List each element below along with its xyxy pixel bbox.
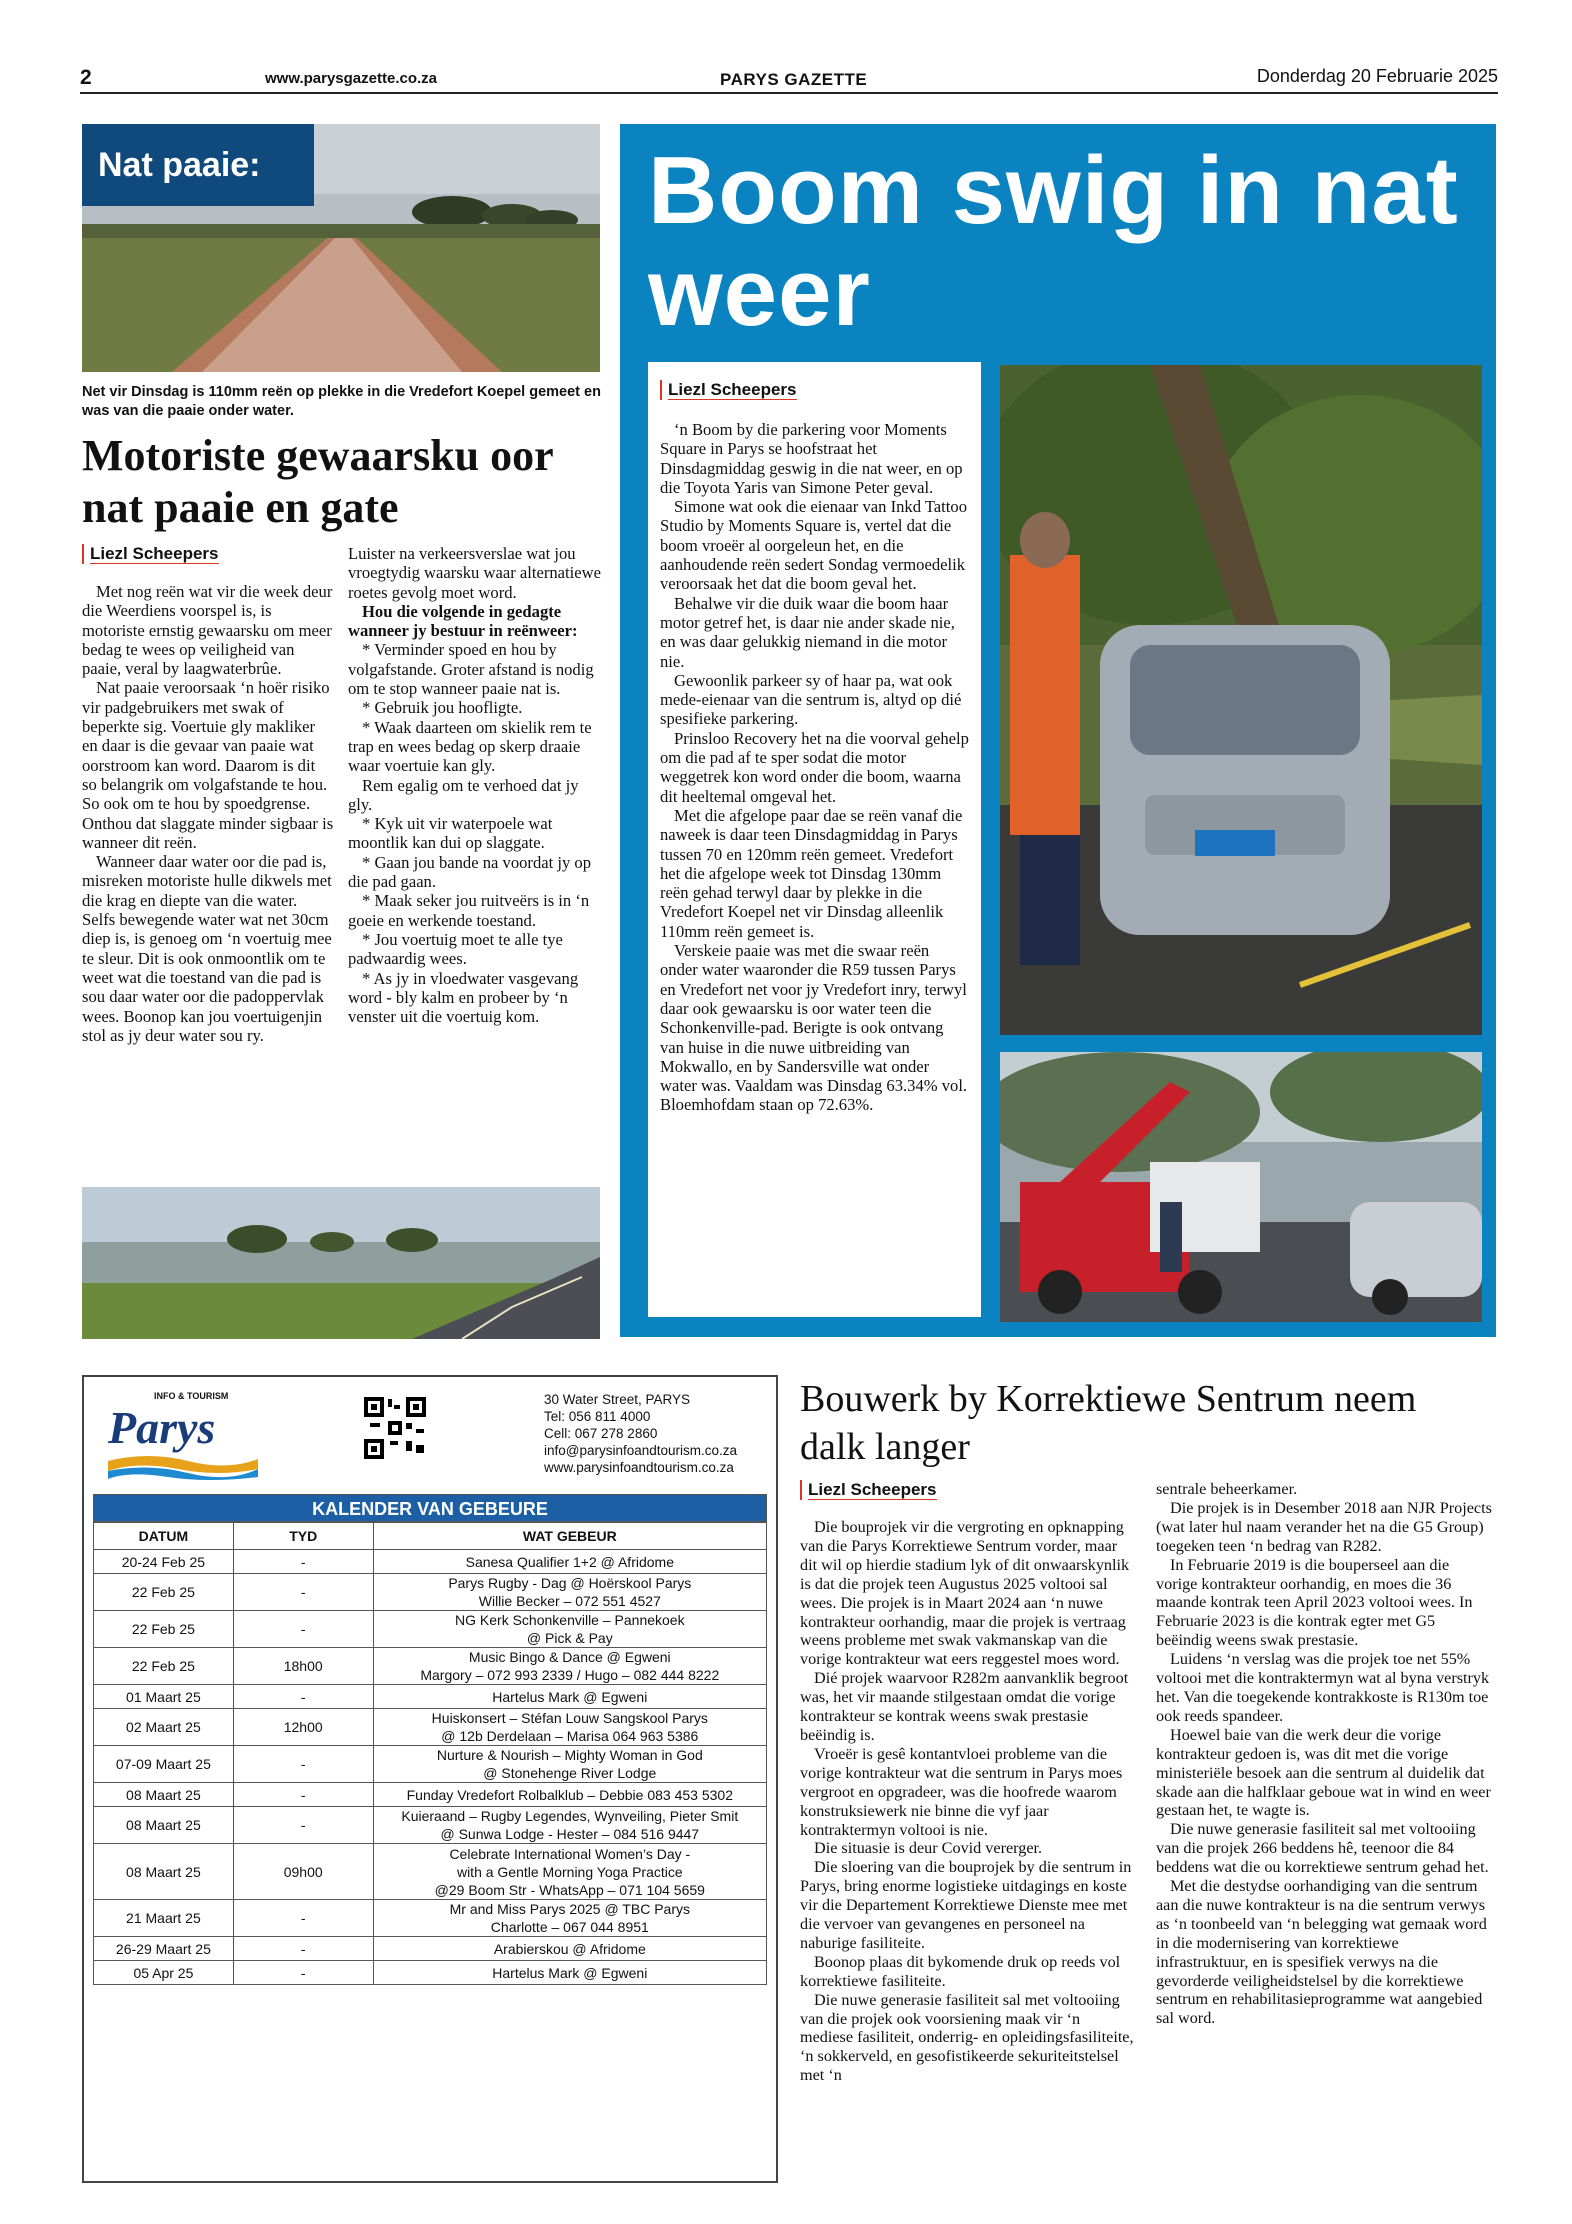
- event-line: Nurture & Nourish – Mighty Woman in God: [436, 1747, 703, 1763]
- cell-time: -: [233, 1611, 373, 1648]
- cell-event: [373, 1611, 766, 1648]
- logo-waves-icon: [108, 1451, 258, 1481]
- event-line: with a Gentle Morning Yoga Practice: [456, 1863, 683, 1880]
- event-line: Mr and Miss Parys 2025 @ TBC Parys: [449, 1901, 690, 1917]
- paragraph: Luidens ‘n verslag was die projek toe net 55% voltooi met die kontraktermyn wat al byna verstryk het. Van die toegekende kontrakkoste is R130m toe ook reeds spandeer.: [1156, 1650, 1490, 1725]
- paragraph: sentrale beheerkamer.: [1156, 1480, 1298, 1498]
- event-line: Willie Becker – 072 551 4527: [478, 1593, 661, 1609]
- table-row: [94, 1807, 767, 1844]
- feature-column: [660, 420, 970, 1115]
- paragraph: Gewoonlik parkeer sy of haar pa, wat ook mede-eienaar van die sentrum is, altyd op dié spesifieke parkering.: [660, 670, 962, 729]
- cell-time: -: [233, 1900, 373, 1937]
- feature-byline: [660, 380, 797, 400]
- cell-date: 02 Maart 25: [94, 1709, 234, 1746]
- column-header-date: DATUM: [94, 1523, 234, 1550]
- event-line: Kuieraand – Rugby Legendes, Wynveiling, Pieter Smit: [401, 1808, 739, 1824]
- cell-time: 18h00: [233, 1648, 373, 1685]
- paragraph: Nat paaie veroorsaak ‘n hoër risiko vir padgebruikers met swak of beperkte sig. Voertuie gly makliker en daar is die gevaar van paaie wat oorstroom kan word. Daarom is dit so belangrik om volgafstande te hou. So ook om te hou by spoedgrense. Onthou dat slaggate minder sigbaar is wanneer dit reën.: [82, 678, 334, 852]
- cell-date: 22 Feb 25: [94, 1611, 234, 1648]
- cell-event: [373, 1844, 766, 1900]
- event-line: Funday Vredefort Rolbalklub – Debbie 083 453 5302: [406, 1786, 733, 1803]
- events-calendar: [82, 1375, 778, 2183]
- table-row: [94, 1709, 767, 1746]
- event-line: Hartelus Mark @ Egweni: [492, 1964, 648, 1981]
- table-row: [94, 1574, 767, 1611]
- event-line: @ 12b Derdelaan – Marisa 064 963 5386: [441, 1728, 699, 1744]
- paragraph: Verskeie paaie was met die swaar reën onder water waaronder die R59 tussen Parys en Vredefort net voor jy Vredefort inry, terwyl daar ook gewaarsku is oor water teen die Schonkenville-pad. Berigte is ook ontvang van huise in die nuwe uitbreiding van Mokwallo, en by Sandersville wat onder water was. Vaaldam was Dinsdag 63.34% vol. Bloemhofdam staan op 72.63%.: [660, 941, 968, 1115]
- story3-column-2: [1156, 1480, 1492, 2028]
- paragraph: Die situasie is deur Covid vererger.: [814, 1839, 1043, 1858]
- logo-subtitle: INFO & TOURISM: [154, 1391, 229, 1401]
- tip: * Maak seker jou ruitveërs is in ‘n goeie en werkende toestand.: [348, 891, 590, 930]
- cell-date: 08 Maart 25: [94, 1807, 234, 1844]
- story-column-2: [348, 544, 602, 1026]
- cell-event: [373, 1783, 766, 1807]
- tip: * Waak daarteen om skielik rem te trap en wees bedag op skerp draaie waar voertuie kan gly.: [348, 717, 592, 776]
- cell-event: [373, 1574, 766, 1611]
- tip: Rem egalig om te verhoed dat jy gly.: [348, 775, 579, 814]
- cell-time: -: [233, 1574, 373, 1611]
- tip: * Gebruik jou hoofligte.: [362, 698, 523, 718]
- calendar-table: [93, 1522, 767, 1985]
- photo-caption: Net vir Dinsdag is 110mm reën op plekke in die Vredefort Koepel gemeet en was van die paaie onder water.: [82, 384, 601, 419]
- contact-website[interactable]: www.parysinfoandtourism.co.za: [544, 1460, 734, 1475]
- cell-date: 22 Feb 25: [94, 1648, 234, 1685]
- column-header-time: TYD: [233, 1523, 373, 1550]
- tip: * Gaan jou bande na voordat jy op die pad gaan.: [348, 852, 592, 892]
- story-column-1: [82, 582, 334, 1045]
- story3-byline: [800, 1480, 937, 1500]
- paragraph: Die projek is in Desember 2018 aan NJR Projects (wat later hul naam verander het na die G5 Group) toegeken teen ‘n bedrag van R282.: [1156, 1498, 1492, 1555]
- table-row: [94, 1611, 767, 1648]
- cell-event: [373, 1709, 766, 1746]
- paragraph: Hoewel baie van die werk deur die vorige kontrakteur gedoen is, was dit met die vorige ministeriële besoek aan die sentrum al duidelik dat skade aan die halfklaar geboue wat in wind en weer gestaan het, te wagte is.: [1156, 1725, 1491, 1820]
- cell-time: -: [233, 1961, 373, 1985]
- paragraph: Prinsloo Recovery het na die voorval gehelp om die pad af te sper sodat die motor weggetrek kon word onder die boom, waarna dit heeltemal omgeval het.: [660, 728, 969, 806]
- paragraph: Met nog reën wat vir die week deur die Weerdiens voorspel is, is motoriste ernstig gewaarsku om meer bedag te wees op veiligheid van paaie, veral by laagwaterbrûe.: [82, 582, 333, 679]
- cell-event: [373, 1685, 766, 1709]
- contact-tel: Tel: 056 811 4000: [544, 1409, 651, 1424]
- contact-email[interactable]: info@parysinfoandtourism.co.za: [544, 1443, 738, 1458]
- byline-name: Liezl Scheepers: [668, 380, 797, 399]
- paragraph: Behalwe vir die duik waar die boom haar motor getref het, is daar nie ander skade nie, en was daar gelukkig niemand in die motor nie.: [660, 593, 955, 671]
- tip: * Kyk uit vir waterpoele wat moontlik kan dui op slaggate.: [348, 814, 553, 853]
- contact-block: [544, 1391, 737, 1476]
- event-line: Music Bingo & Dance @ Egweni: [468, 1649, 671, 1665]
- cell-time: -: [233, 1685, 373, 1709]
- byline-name: Liezl Scheepers: [808, 1480, 937, 1499]
- table-row: [94, 1937, 767, 1961]
- table-row: [94, 1685, 767, 1709]
- byline-name: Liezl Scheepers: [90, 544, 219, 563]
- event-line: Celebrate International Women’s Day -: [449, 1845, 691, 1862]
- tow-truck-photo: [1000, 1052, 1482, 1322]
- masthead-url[interactable]: www.parysgazette.co.za: [265, 70, 438, 87]
- event-line: Huiskonsert – Stéfan Louw Sangskool Parys: [431, 1710, 708, 1726]
- cell-time: -: [233, 1937, 373, 1961]
- event-line: @ Stonehenge River Lodge: [483, 1765, 657, 1781]
- story-byline: [82, 544, 219, 564]
- paragraph: Die bouprojek vir die vergroting en opknapping van die Parys Korrektiewe Sentrum vorder, maar dit wil op hierdie stadium lyk of dit onwaarskynlik is dat die projek teen Augustus 2025 voltooi sal wees. Die projek is in Maart 2024 aan ‘n nuwe kontrakteur oorhandig, maar die projek is vertraag weens probleme met swak vakmanskap van die vorige kontrakteur wat eers reggestel moes word.: [800, 1518, 1130, 1669]
- event-line: @29 Boom Str - WhatsApp – 071 104 5659: [434, 1881, 705, 1898]
- calendar-title: KALENDER VAN GEBEURE: [93, 1494, 767, 1522]
- event-line: Sanesa Qualifier 1+2 @ Afridome: [465, 1553, 674, 1570]
- table-row: [94, 1648, 767, 1685]
- event-line: Hartelus Mark @ Egweni: [492, 1688, 648, 1705]
- cell-time: 09h00: [233, 1844, 373, 1900]
- event-line: NG Kerk Schonkenville – Pannekoek: [455, 1612, 685, 1628]
- event-line: Charlotte – 067 044 8951: [490, 1919, 649, 1935]
- fallen-tree-photo: [1000, 365, 1482, 1035]
- paragraph: Dié projek waarvoor R282m aanvanklik begroot was, het vir maande stilgestaan omdat die vorige kontrakteur se kontrak weens swak prestasie beëindig is.: [800, 1669, 1129, 1744]
- cell-date: 22 Feb 25: [94, 1574, 234, 1611]
- paragraph: Boonop plaas dit bykomende druk op reeds vol korrektiewe fasiliteite.: [800, 1952, 1121, 1990]
- paragraph: Die nuwe generasie fasiliteit sal met voltooiing van die projek 266 beddens hê, teenoor die 84 beddens wat die ou korrektiewe sentrum gehad het.: [1156, 1820, 1489, 1877]
- cell-date: 26-29 Maart 25: [94, 1937, 234, 1961]
- column-header-event: WAT GEBEUR: [373, 1523, 766, 1550]
- paragraph: Simone wat ook die eienaar van Inkd Tattoo Studio by Moments Square is, vertel dat die boom vroeër al oorgeleun het, en die aanhoudende reën sedert Sondag vermoedelik veroorsaak het dat die boom geval het.: [660, 497, 967, 594]
- contact-address: 30 Water Street, PARYS: [544, 1392, 691, 1407]
- cell-event: [373, 1900, 766, 1937]
- logo-wordmark: Parys: [108, 1402, 216, 1453]
- cell-time: -: [233, 1807, 373, 1844]
- event-line: Parys Rugby - Dag @ Hoërskool Parys: [448, 1575, 692, 1591]
- flooded-field-photo: [82, 1187, 600, 1339]
- contact-cell: Cell: 067 278 2860: [544, 1426, 658, 1441]
- feature-headline: Boom swig in nat weer: [648, 137, 1459, 346]
- paragraph: Met die destydse oorhandiging van die sentrum aan die nuwe kontrakteur is na die sentrum verwys as ‘n toonbeeld van ‘n belegging wat gemaak word in die modernisering van korrektiewe infrastruktuur, en is spesifiek verwys na die gevorderde veiligheidstelsel by die korrektiewe sentrum en rehabilitasieprogramme wat aangebied sal word.: [1156, 1877, 1487, 2028]
- cell-event: [373, 1937, 766, 1961]
- cell-time: -: [233, 1783, 373, 1807]
- parys-logo: [94, 1387, 254, 1487]
- table-row: [94, 1961, 767, 1985]
- event-line: @ Pick & Pay: [526, 1630, 613, 1646]
- cell-date: 20-24 Feb 25: [94, 1550, 234, 1574]
- cell-event: [373, 1807, 766, 1844]
- table-header-row: [94, 1523, 767, 1550]
- issue-date: Donderdag 20 Februarie 2025: [1256, 66, 1498, 86]
- paragraph: Vroeër is gesê kontantvloei probleme van die vorige kontrakteur wat die sentrum in Parys moes vergroot en opgradeer, was die hoofrede waarom konstruksiewerk nie binne die vyf jaar kontraktermyn voltooi is nie.: [800, 1744, 1123, 1839]
- tip: * Verminder spoed en hou by volgafstande. Groter afstand is nodig om te stop wanneer paaie nat is.: [348, 640, 594, 699]
- story3-headline: Bouwerk by Korrektiewe Sentrum neem dalk langer: [800, 1378, 1417, 1468]
- paragraph: In Februarie 2019 is die bouperseel aan die vorige kontrakteur oorhandig, en moes die 36 maande kontrak teen April 2023 voltooi wees. In Februarie 2023 is die kontrak egter met G5 beëindig weens swak prestasie.: [1156, 1555, 1473, 1650]
- qr-code-icon[interactable]: [362, 1395, 428, 1461]
- event-line: @ Sunwa Lodge - Hester – 084 516 9447: [440, 1826, 700, 1842]
- event-line: Arabierskou @ Afridome: [493, 1940, 646, 1957]
- story-tag: Nat paaie:: [82, 124, 314, 206]
- paragraph: ‘n Boom by die parkering voor Moments Square in Parys se hoofstraat het Dinsdagmiddag geswig in die nat weer, en op die Toyota Yaris van Simone Peter geval.: [660, 420, 963, 497]
- story3-column-1: [800, 1518, 1136, 2085]
- paragraph: Met die afgelope paar dae se reën vanaf die naweek is daar teen Dinsdagmiddag in Parys tussen 70 en 120mm reën gemeet. Vredefort het die afgelope week tot Dinsdag 130mm reën gehad terwyl daar by plekke in die Vredefort Koepel net vir Dinsdag alleenlik 110mm reën gemeet is.: [660, 805, 963, 941]
- cell-event: [373, 1961, 766, 1985]
- table-row: [94, 1746, 767, 1783]
- cell-date: 05 Apr 25: [94, 1961, 234, 1985]
- table-row: [94, 1900, 767, 1937]
- tip: * As jy in vloedwater vasgevang word - bly kalm en probeer by ‘n venster uit die voertuig kom.: [348, 968, 579, 1027]
- table-row: [94, 1844, 767, 1900]
- paragraph: Wanneer daar water oor die pad is, misreken motoriste hulle dikwels met die krag en diepte van die water. Selfs bewegende water wat net 30cm diep is, is genoeg om ‘n voertuig mee te sleur. Dit is ook onmoontlik om te weet wat die toestand van die pad is sou daar water oor die padoppervlak wees. Boonop kan jou voertuigenjin stol as jy deur water sou ry.: [82, 852, 332, 1045]
- paper-name: PARYS GAZETTE: [720, 70, 868, 89]
- subheading: Hou die volgende in gedagte wanneer jy bestuur in reënweer:: [348, 601, 578, 641]
- cell-event: [373, 1550, 766, 1574]
- cell-event: [373, 1648, 766, 1685]
- cell-time: 12h00: [233, 1709, 373, 1746]
- calendar-table-wrap: [93, 1494, 767, 1985]
- cell-date: 08 Maart 25: [94, 1783, 234, 1807]
- cell-date: 07-09 Maart 25: [94, 1746, 234, 1783]
- paragraph: Die sloering van die bouprojek by die sentrum in Parys, bring enorme logistieke uitdagings en koste vir die Departement Korrektiewe Dienste mee met die vervoer van gevangenes en personeel na naburige fasiliteite.: [800, 1858, 1132, 1952]
- cell-date: 21 Maart 25: [94, 1900, 234, 1937]
- cell-time: -: [233, 1746, 373, 1783]
- masthead: [80, 66, 1498, 94]
- tip: * Jou voertuig moet te alle tye padwaardig wees.: [348, 929, 563, 969]
- cell-date: 08 Maart 25: [94, 1844, 234, 1900]
- page-number: 2: [80, 66, 92, 89]
- paragraph: Die nuwe generasie fasiliteit sal met voltooiing van die projek ook voorsiening maak vir ‘n mediese fasiliteit, onderrig- en opleidingsfasiliteite, ‘n sokkerveld, en gesofistikeerde sekuriteitstelsel met ‘n: [800, 1990, 1134, 2085]
- event-line: Margory – 072 993 2339 / Hugo – 082 444 8222: [420, 1667, 720, 1683]
- story-headline: Motoriste gewaarsku oor nat paaie en gate: [82, 431, 553, 532]
- table-row: [94, 1550, 767, 1574]
- paragraph: Luister na verkeersverslae wat jou vroegtydig waarsku waar alternatiewe roetes gevolg moet word.: [348, 544, 601, 602]
- table-row: [94, 1783, 767, 1807]
- cell-event: [373, 1746, 766, 1783]
- cell-time: -: [233, 1550, 373, 1574]
- cell-date: 01 Maart 25: [94, 1685, 234, 1709]
